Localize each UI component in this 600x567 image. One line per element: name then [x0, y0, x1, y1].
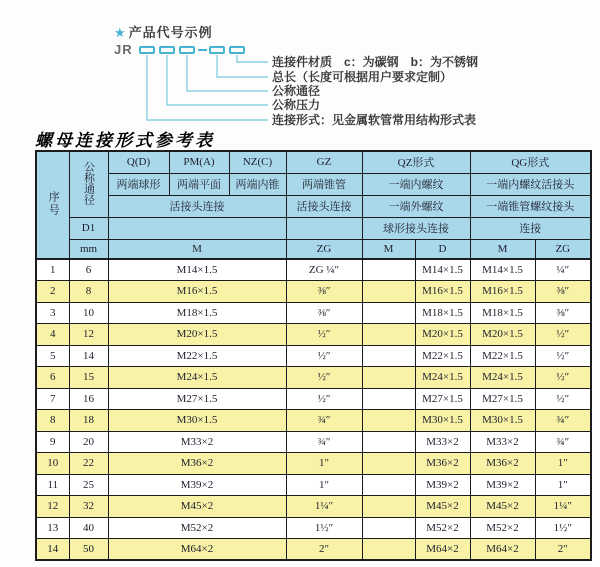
cell-dn: 8 [69, 281, 108, 303]
table-row [36, 324, 591, 346]
cell-m: M33×2 [108, 431, 286, 453]
header-unit-qz-d: D [415, 239, 470, 259]
cell-m: M64×2 [108, 539, 286, 561]
cell-qz-m [362, 539, 415, 561]
product-code-heading [114, 22, 213, 41]
callout-label-material: 连接件材质 c：为碳钢 b：为不锈钢 [272, 55, 479, 69]
table-row [36, 539, 591, 561]
cell-qg-m: M20×1.5 [470, 324, 535, 346]
cell-qg-zg: ⅜″ [535, 302, 591, 324]
cell-qg-m: M24×1.5 [470, 367, 535, 389]
cell-qg-m: M52×2 [470, 517, 535, 539]
cell-dn: 50 [69, 539, 108, 561]
code-box-3 [179, 46, 195, 54]
cell-seq: 10 [36, 453, 69, 475]
table-row [36, 410, 591, 432]
table-row [36, 345, 591, 367]
cell-seq: 4 [36, 324, 69, 346]
callout-label-length: 总长（长度可根据用户要求定制） [272, 70, 453, 84]
cell-gz: 1″ [286, 474, 362, 496]
header-desc-q: 两端球形 [108, 173, 169, 195]
header-unit-qz-m: M [362, 239, 415, 259]
cell-seq: 2 [36, 281, 69, 303]
cell-qg-zg: ¾″ [535, 431, 591, 453]
nut-connection-table [35, 150, 592, 561]
cell-seq: 5 [36, 345, 69, 367]
cell-dn: 22 [69, 453, 108, 475]
cell-gz: ½″ [286, 388, 362, 410]
cell-qz-m [362, 431, 415, 453]
cell-qg-zg: 1½″ [535, 517, 591, 539]
cell-qz-d: M30×1.5 [415, 410, 470, 432]
cell-dn: 12 [69, 324, 108, 346]
header-col-q: Q(D) [108, 151, 169, 173]
cell-gz: ¾″ [286, 431, 362, 453]
cell-qg-m: M22×1.5 [470, 345, 535, 367]
cell-seq: 12 [36, 496, 69, 518]
code-box-1 [139, 46, 155, 54]
cell-dn: 16 [69, 388, 108, 410]
cell-dn: 25 [69, 474, 108, 496]
product-code-heading-text: 产品代号示例 [128, 25, 213, 40]
cell-qg-zg: 2″ [535, 539, 591, 561]
cell-qz-m [362, 345, 415, 367]
cell-qz-d: M16×1.5 [415, 281, 470, 303]
cell-qg-m: M45×2 [470, 496, 535, 518]
callout-label-conn-form: 连接形式：见金属软管常用结构形式表 [272, 113, 477, 127]
header-desc-qz: 一端内螺纹 [362, 173, 470, 195]
code-dash [198, 49, 207, 51]
cell-dn: 18 [69, 410, 108, 432]
cell-gz: ZG ¼″ [286, 259, 362, 281]
table-row [36, 431, 591, 453]
cell-qz-m [362, 324, 415, 346]
cell-dn: 20 [69, 431, 108, 453]
cell-gz: 1¼″ [286, 496, 362, 518]
header-dn: 公称通径 [69, 151, 108, 217]
cell-dn: 40 [69, 517, 108, 539]
cell-dn: 32 [69, 496, 108, 518]
code-prefix: JR [114, 42, 133, 57]
header-col-nz: NZ(C) [229, 151, 286, 173]
cell-seq: 13 [36, 517, 69, 539]
header-conn-left: 活接头连接 [108, 195, 286, 217]
cell-qz-d: M39×2 [415, 474, 470, 496]
cell-qg-m: M30×1.5 [470, 410, 535, 432]
header-seq: 序号 [36, 151, 69, 259]
cell-qz-d: M18×1.5 [415, 302, 470, 324]
cell-qg-m: M33×2 [470, 431, 535, 453]
cell-gz: 2″ [286, 539, 362, 561]
star-icon: ★ [114, 25, 127, 40]
cell-dn: 6 [69, 259, 108, 281]
cell-qz-d: M20×1.5 [415, 324, 470, 346]
table-row [36, 388, 591, 410]
table-row [36, 302, 591, 324]
cell-m: M14×1.5 [108, 259, 286, 281]
cell-qg-zg: ½″ [535, 324, 591, 346]
cell-qz-d: M27×1.5 [415, 388, 470, 410]
header-unit-qg-zg: ZG [535, 239, 591, 259]
header-mm: mm [69, 239, 108, 259]
cell-qg-zg: 1¼″ [535, 496, 591, 518]
cell-dn: 10 [69, 302, 108, 324]
cell-qz-m [362, 496, 415, 518]
cell-seq: 9 [36, 431, 69, 453]
code-box-2 [159, 46, 175, 54]
code-box-4 [209, 46, 225, 54]
cell-qz-m [362, 517, 415, 539]
cell-qg-zg: ⅜″ [535, 281, 591, 303]
cell-seq: 11 [36, 474, 69, 496]
cell-qg-zg: ¾″ [535, 410, 591, 432]
cell-qz-d: M14×1.5 [415, 259, 470, 281]
cell-gz: 1½″ [286, 517, 362, 539]
cell-qz-m [362, 302, 415, 324]
header-conn-gz: 活接头连接 [286, 195, 362, 217]
cell-gz: 1″ [286, 453, 362, 475]
cell-m: M16×1.5 [108, 281, 286, 303]
cell-m: M18×1.5 [108, 302, 286, 324]
cell-qg-m: M39×2 [470, 474, 535, 496]
table-row [36, 474, 591, 496]
cell-gz: ⅜″ [286, 281, 362, 303]
cell-qg-zg: ½″ [535, 345, 591, 367]
table-body [36, 259, 591, 560]
cell-m: M39×2 [108, 474, 286, 496]
cell-qz-d: M33×2 [415, 431, 470, 453]
cell-dn: 14 [69, 345, 108, 367]
header-unit-m: M [108, 239, 286, 259]
cell-qz-m [362, 453, 415, 475]
cell-m: M27×1.5 [108, 388, 286, 410]
header-blank-left [108, 217, 286, 239]
table-row [36, 496, 591, 518]
header-col-qz: QZ形式 [362, 151, 470, 173]
cell-m: M20×1.5 [108, 324, 286, 346]
cell-qg-m: M36×2 [470, 453, 535, 475]
cell-seq: 1 [36, 259, 69, 281]
callout-label-pressure: 公称压力 [272, 98, 321, 112]
cell-gz: ½″ [286, 345, 362, 367]
cell-seq: 6 [36, 367, 69, 389]
cell-qz-d: M64×2 [415, 539, 470, 561]
cell-qg-m: M16×1.5 [470, 281, 535, 303]
cell-qg-zg: 1″ [535, 474, 591, 496]
header-d1: D1 [69, 217, 108, 239]
header-col-qg: QG形式 [470, 151, 591, 173]
cell-m: M52×2 [108, 517, 286, 539]
cell-qg-m: M14×1.5 [470, 259, 535, 281]
cell-qz-m [362, 367, 415, 389]
table-row [36, 453, 591, 475]
header-col-gz: GZ [286, 151, 362, 173]
table-header [36, 151, 591, 259]
cell-qg-zg: 1″ [535, 453, 591, 475]
header-join-qg: 连接 [470, 217, 591, 239]
cell-m: M24×1.5 [108, 367, 286, 389]
cell-qg-zg: ½″ [535, 388, 591, 410]
cell-qz-d: M45×2 [415, 496, 470, 518]
header-unit-zg: ZG [286, 239, 362, 259]
header-desc-qg: 一端内螺纹活接头 [470, 173, 591, 195]
table-row [36, 517, 591, 539]
cell-seq: 3 [36, 302, 69, 324]
cell-qz-m [362, 281, 415, 303]
header-desc-pm: 两端平面 [169, 173, 229, 195]
cell-qg-m: M64×2 [470, 539, 535, 561]
cell-qz-d: M24×1.5 [415, 367, 470, 389]
table-row [36, 281, 591, 303]
cell-qg-zg: ¼″ [535, 259, 591, 281]
cell-m: M22×1.5 [108, 345, 286, 367]
header-conn-qz: 一端外螺纹 [362, 195, 470, 217]
cell-qz-d: M36×2 [415, 453, 470, 475]
callout-lines [0, 0, 300, 130]
cell-qz-d: M22×1.5 [415, 345, 470, 367]
header-col-pm: PM(A) [169, 151, 229, 173]
table-row [36, 259, 591, 281]
cell-gz: ⅜″ [286, 302, 362, 324]
header-unit-qg-m: M [470, 239, 535, 259]
header-blank-gz [286, 217, 362, 239]
cell-seq: 8 [36, 410, 69, 432]
cell-qz-m [362, 410, 415, 432]
header-conn-qg: 一端锥管螺纹接头 [470, 195, 591, 217]
cell-qg-zg: ½″ [535, 367, 591, 389]
cell-seq: 7 [36, 388, 69, 410]
cell-gz: ½″ [286, 367, 362, 389]
callout-label-diameter: 公称通径 [272, 84, 321, 98]
cell-m: M36×2 [108, 453, 286, 475]
cell-gz: ½″ [286, 324, 362, 346]
table-row [36, 367, 591, 389]
header-join-qz: 球形接头连接 [362, 217, 470, 239]
header-desc-nz: 两端内锥 [229, 173, 286, 195]
cell-qz-m [362, 259, 415, 281]
table-title: 螺母连接形式参考表 [35, 131, 215, 150]
cell-qg-m: M27×1.5 [470, 388, 535, 410]
cell-qg-m: M18×1.5 [470, 302, 535, 324]
cell-qz-d: M52×2 [415, 517, 470, 539]
cell-dn: 15 [69, 367, 108, 389]
cell-m: M45×2 [108, 496, 286, 518]
cell-gz: ¾″ [286, 410, 362, 432]
header-desc-gz: 两端锥管 [286, 173, 362, 195]
cell-m: M30×1.5 [108, 410, 286, 432]
code-box-5 [229, 46, 245, 54]
cell-qz-m [362, 388, 415, 410]
cell-qz-m [362, 474, 415, 496]
cell-seq: 14 [36, 539, 69, 561]
